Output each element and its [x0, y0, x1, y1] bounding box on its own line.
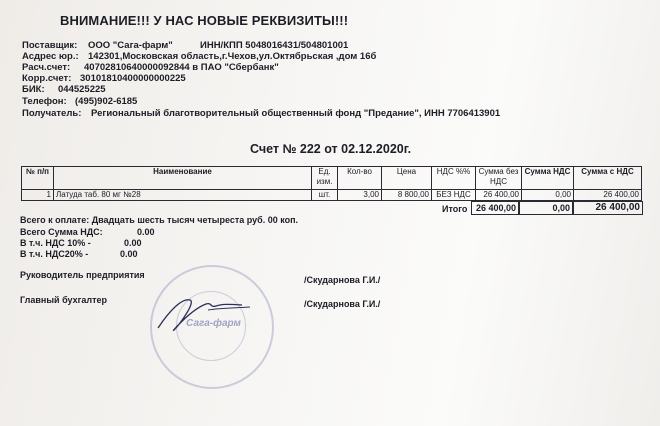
item-unit: шт.	[312, 190, 338, 201]
account-label: Расч.счет:	[22, 62, 71, 73]
bik-value: 044525225	[58, 84, 106, 95]
total-sum-with-vat: 26 400,00	[573, 201, 643, 215]
invoice-title: Счет № 222 от 02.12.2020г.	[250, 142, 412, 156]
vat-total-value: 0.00	[137, 227, 155, 237]
vat10-value: 0.00	[124, 238, 142, 248]
supplier-inn-kpp: ИНН/КПП 5048016431/504801001	[200, 40, 349, 51]
row-number: 1	[22, 190, 54, 201]
item-vat-sum: 0,00	[522, 190, 574, 201]
table-row	[22, 190, 642, 201]
total-sum-no-vat: 26 400,00	[471, 201, 519, 215]
address-value: 142301,Московская область,г.Чехов,ул.Октябрьская ,дом 16б	[88, 51, 377, 62]
vat20-value: 0.00	[120, 249, 138, 259]
item-name: Латуда таб. 80 мг №28	[54, 190, 312, 201]
total-in-words: Всего к оплате: Двадцать шесть тысяч четыреста руб. 00 коп.	[20, 215, 299, 225]
item-quantity: 3,00	[338, 190, 382, 201]
accountant-name: /Скударнова Г.И./	[304, 299, 381, 309]
column-header: Кол-во	[338, 167, 382, 190]
table-header-row	[22, 167, 642, 190]
vat10-label: В т.ч. НДС 10% -	[20, 238, 91, 248]
supplier-value: ООО "Сага-фарм"	[88, 40, 173, 51]
recipient-value: Региональный благотворительный общественный фонд "Предание", ИНН 7706413901	[91, 108, 501, 119]
address-label: Асдрес юр.:	[22, 51, 79, 62]
total-vat-sum: 0,00	[519, 201, 573, 215]
column-header: Цена	[382, 167, 432, 190]
item-vat-rate: БЕЗ НДС	[432, 190, 476, 201]
corr-account-value: 30101810400000000225	[80, 73, 186, 84]
column-header: Сумма без НДС	[476, 167, 522, 190]
requisites-warning: ВНИМАНИЕ!!! У НАС НОВЫЕ РЕКВИЗИТЫ!!!	[60, 13, 349, 28]
accountant-label: Главный бухгалтер	[20, 295, 108, 305]
items-table	[21, 166, 642, 201]
director-name: /Скударнова Г.И./	[304, 275, 381, 285]
phone-label: Телефон:	[22, 96, 67, 107]
handwritten-signature	[150, 280, 270, 340]
bik-label: БИК:	[22, 84, 45, 95]
supplier-label: Поставщик:	[22, 40, 78, 51]
corr-account-label: Корр.счет:	[22, 73, 72, 84]
column-header: № п/п	[22, 167, 54, 190]
stamp-company-name: Сага-фарм	[186, 318, 241, 329]
phone-value: (495)902-6185	[75, 96, 138, 107]
director-label: Руководитель предприятия	[20, 270, 145, 280]
account-value: 40702810640000092844 в ПАО "Сбербанк"	[84, 62, 279, 73]
total-label: Итого	[442, 204, 468, 214]
recipient-label: Получатель:	[22, 108, 82, 119]
column-header: Сумма с НДС	[574, 167, 642, 190]
vat-total-label: Всего Сумма НДС:	[20, 227, 103, 237]
column-header: Ед. изм.	[312, 167, 338, 190]
column-header: Сумма НДС	[522, 167, 574, 190]
column-header: Наименование	[54, 167, 312, 190]
column-header: НДС %%	[432, 167, 476, 190]
item-price: 8 800,00	[382, 190, 432, 201]
item-sum-with-vat: 26 400,00	[574, 190, 642, 201]
vat20-label: В т.ч. НДС20% -	[20, 249, 89, 259]
item-sum-no-vat: 26 400,00	[476, 190, 522, 201]
